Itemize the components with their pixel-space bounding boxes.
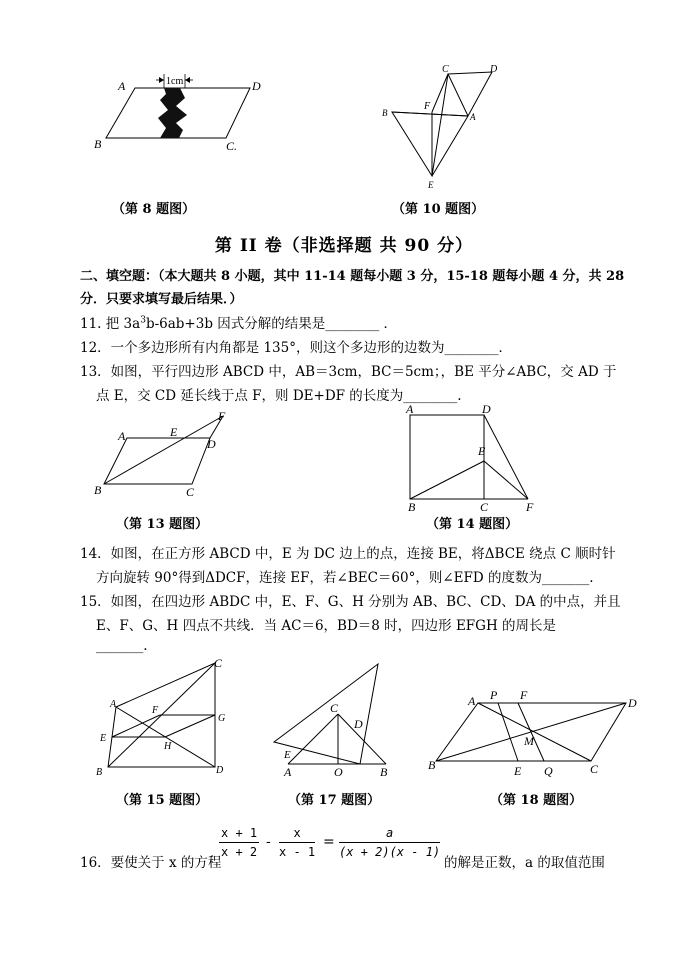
question-16-pre: 16．要使关于 x 的方程 bbox=[80, 855, 222, 871]
vertex-b: B bbox=[94, 483, 102, 497]
question-13-line1: 13．如图，平行四边形 ABCD 中，AB＝3cm，BC＝5cm；，BE 平分∠ABC，交 AD 于 bbox=[80, 364, 617, 380]
frac3-numerator: a bbox=[339, 826, 440, 843]
caption-fig15: （第 15 题图） bbox=[116, 793, 209, 808]
instructions-line1: 二、填空题：（本大题共 8 小题，其中 11-14 题每小题 3 分，15-18 题每小题 4 分，共 28 bbox=[80, 269, 625, 284]
caption-fig18: （第 18 题图） bbox=[490, 793, 583, 808]
vertex-o: O bbox=[334, 765, 343, 779]
vertex-d: D bbox=[207, 437, 216, 451]
vertex-d: D bbox=[490, 64, 498, 75]
vertex-m: M bbox=[524, 734, 534, 748]
vertex-a: A bbox=[284, 765, 292, 779]
frac3-denominator: (x + 2)(x - 1) bbox=[339, 845, 441, 859]
question-16-post: 的解是正数，a 的取值范围 bbox=[444, 855, 605, 871]
fraction-3 bbox=[339, 826, 440, 859]
vertex-c: C bbox=[330, 701, 339, 715]
vertex-c: C. bbox=[226, 139, 238, 153]
vertex-h: H bbox=[164, 741, 172, 752]
vertex-a: A bbox=[468, 694, 476, 708]
vertex-c: C bbox=[214, 656, 223, 670]
frac1-numerator: x + 1 bbox=[219, 826, 259, 843]
caption-fig13: （第 13 题图） bbox=[116, 517, 209, 532]
minus-sign: - bbox=[266, 834, 271, 850]
question-14-line1: 14．如图，在正方形 ABCD 中，E 为 DC 边上的点，连接 BE，将ΔBCE 绕点 C 顺时针 bbox=[80, 546, 616, 562]
vertex-f: F bbox=[526, 500, 534, 514]
question-14-line2: 方向旋转 90°得到ΔDCF，连接 EF，若∠BEC＝60°，则∠EFD 的度数为_______. bbox=[96, 570, 594, 586]
question-15-line1: 15．如图，在四边形 ABDC 中，E、F、G、H 分别为 AB、BC、CD、DA 的中点，并且 bbox=[80, 594, 621, 610]
vertex-d: D bbox=[252, 79, 261, 93]
fraction-1 bbox=[219, 826, 259, 859]
vertex-e: E bbox=[170, 425, 178, 439]
instructions-line2: 分．只要求填写最后结果．） bbox=[80, 292, 243, 307]
frac2-denominator: x - 1 bbox=[279, 845, 316, 859]
vertex-q: Q bbox=[544, 764, 553, 778]
vertex-b: B bbox=[382, 108, 388, 118]
q11-pre: 11. 把 3a bbox=[80, 316, 141, 332]
caption-fig17: （第 17 题图） bbox=[288, 793, 381, 808]
vertex-b: B bbox=[94, 137, 102, 151]
vertex-d: D bbox=[216, 765, 224, 776]
shaded-strip bbox=[158, 88, 187, 138]
vertex-b: B bbox=[428, 758, 436, 772]
figure-14 bbox=[400, 405, 550, 515]
vertex-e: E bbox=[284, 749, 291, 761]
vertex-b: B bbox=[380, 765, 388, 779]
question-13-line2: 点 E，交 CD 延长线于点 F，则 DE+DF 的长度为________. bbox=[96, 388, 462, 404]
caption-fig8: （第 8 题图） bbox=[112, 202, 196, 217]
vertex-a: A bbox=[110, 699, 117, 710]
vertex-a: A bbox=[470, 112, 476, 122]
vertex-f: F bbox=[218, 409, 226, 423]
vertex-c: C bbox=[590, 762, 599, 776]
vertex-d: D bbox=[628, 696, 637, 710]
figure-13 bbox=[90, 408, 240, 503]
figure-18 bbox=[426, 685, 646, 780]
equals-sign: = bbox=[323, 834, 335, 850]
vertex-b: B bbox=[96, 767, 103, 778]
figure-10 bbox=[378, 62, 508, 192]
question-15-line2: E、F、G、H 四点不共线．当 AC＝6，BD＝8 时，四边形 EFGH 的周长是 bbox=[96, 618, 557, 634]
vertex-a: A bbox=[406, 405, 414, 416]
vertex-c: C bbox=[442, 64, 449, 75]
frac1-denominator: x + 2 bbox=[221, 845, 258, 859]
vertex-f: F bbox=[424, 101, 431, 112]
vertex-d: D bbox=[354, 717, 363, 731]
q11-sup: 3 bbox=[140, 315, 146, 326]
vertex-g: G bbox=[218, 713, 226, 724]
question-11 bbox=[80, 312, 397, 332]
vertex-e: E bbox=[428, 180, 434, 190]
caption-fig10: （第 10 题图） bbox=[392, 202, 485, 217]
vertex-c: C bbox=[186, 485, 195, 499]
vertex-p: P bbox=[490, 688, 498, 702]
vertex-f: F bbox=[152, 705, 159, 716]
question-12: 12．一个多边形所有内角都是 135°，则这个多边形的边数为________． bbox=[80, 340, 512, 356]
label-1cm: 1cm bbox=[166, 76, 184, 87]
figure-15 bbox=[90, 655, 240, 780]
caption-fig14: （第 14 题图） bbox=[426, 517, 519, 532]
figure-8 bbox=[90, 70, 280, 160]
vertex-c: C bbox=[480, 500, 489, 514]
vertex-b: B bbox=[408, 500, 416, 514]
frac2-numerator: x bbox=[279, 826, 315, 843]
vertex-e: E bbox=[478, 444, 486, 458]
vertex-e: E bbox=[100, 733, 107, 744]
section-title: 第 II 卷（非选择题 共 90 分） bbox=[214, 236, 474, 256]
q11-post: b-6ab+3b 因式分解的结果是________ ． bbox=[145, 316, 398, 332]
question-15-line3: _______. bbox=[96, 638, 148, 654]
vertex-d: D bbox=[482, 405, 491, 416]
fraction-2 bbox=[279, 826, 315, 859]
vertex-f: F bbox=[520, 688, 528, 702]
vertex-e: E bbox=[514, 764, 522, 778]
vertex-a: A bbox=[118, 79, 126, 93]
vertex-a: A bbox=[118, 429, 126, 443]
figure-17 bbox=[268, 660, 398, 780]
